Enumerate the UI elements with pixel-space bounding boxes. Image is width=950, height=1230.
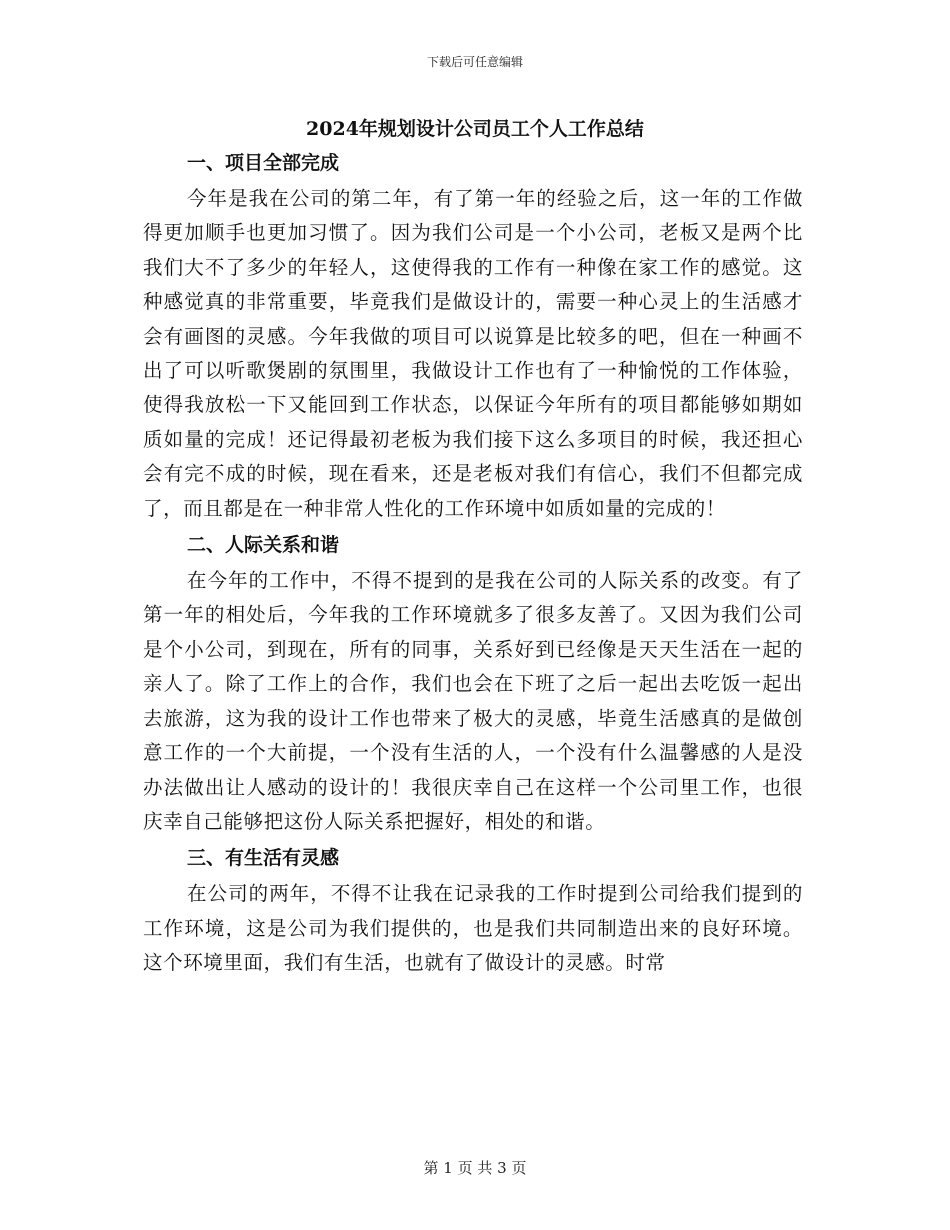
document-title: 2024年规划设计公司员工个人工作总结 bbox=[306, 118, 644, 140]
section-paragraph: 今年是我在公司的第二年，有了第一年的经验之后，这一年的工作做得更加顺手也更加习惯了。因为我们公司是一个小公司，老板又是两个比我们大不了多少的年轻人，这使得我的工作有一种像在家工作的感觉。这种感觉真的非常重要，毕竟我们是做设计的，需要一种心灵上的生活感才会有画图的灵感。今年我做的项目可以说算是比较多的吧，但在一种画不出了可以听歌煲剧的氛围里，我做设计工作也有了一种愉悦的工作体验，使得我放松一下又能回到工作状态，以保证今年所有的项目都能够如期如质如量的完成！还记得最初老板为我们接下这么多项目的时候，我还担心会有完不成的时候，现在看来，还是老板对我们有信心，我们不但都完成了，而且都是在一种非常人性化的工作环境中如质如量的完成的！ bbox=[143, 187, 803, 520]
page-footer-number: 第 1 页 共 3 页 bbox=[423, 1159, 527, 1177]
document-body bbox=[143, 144, 803, 981]
section-paragraph: 在今年的工作中，不得不提到的是我在公司的人际关系的改变。有了第一年的相处后，今年我的工作环境就多了很多友善了。又因为我们公司是个小公司，到现在，所有的同事，关系好到已经像是天天生活在一起的亲人了。除了工作上的合作，我们也会在下班了之后一起出去吃饭一起出去旅游，这为我的设计工作也带来了极大的灵感，毕竟生活感真的是做创意工作的一个大前提，一个没有生活的人，一个没有什么温馨感的人是没办法做出让人感动的设计的！我很庆幸自己在这样一个公司里工作，也很庆幸自己能够把这份人际关系把握好，相处的和谐。 bbox=[143, 569, 803, 833]
section-heading: 二、人际关系和谐 bbox=[187, 534, 340, 557]
section-heading: 三、有生活有灵感 bbox=[187, 847, 340, 870]
section-heading: 一、项目全部完成 bbox=[187, 152, 340, 174]
section-paragraph: 在公司的两年，不得不让我在记录我的工作时提到公司给我们提到的工作环境，这是公司为我们提供的，也是我们共同制造出来的良好环境。这个环境里面，我们有生活，也就有了做设计的灵感。时常 bbox=[143, 882, 803, 975]
page-header-note: 下载后可任意编辑 bbox=[426, 55, 523, 69]
